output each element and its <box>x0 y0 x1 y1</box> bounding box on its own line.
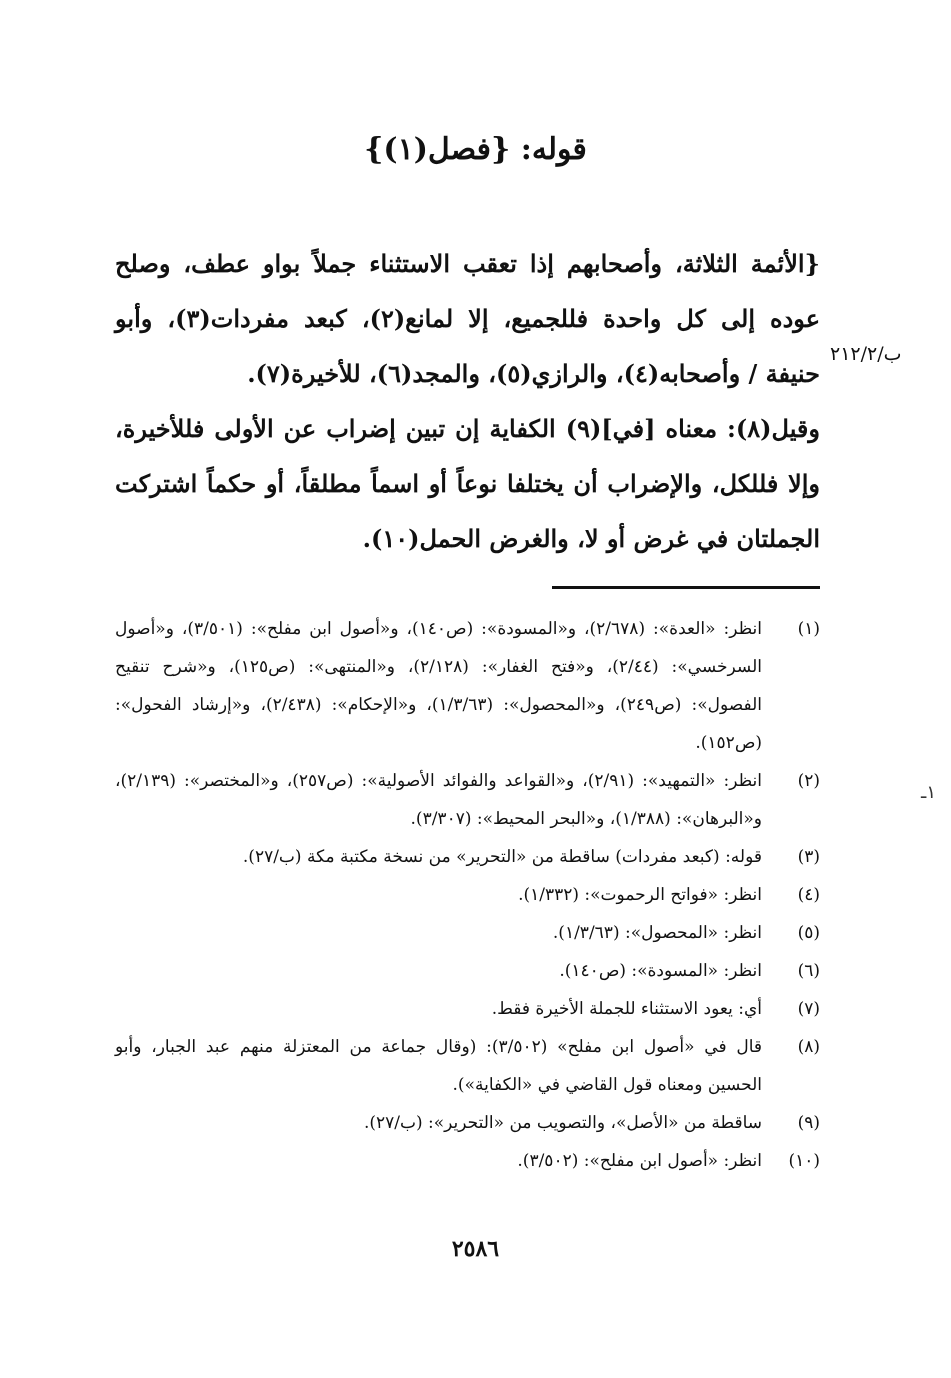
footnote-text: انظر: «المحصول»: (١/٣/٦٣). <box>552 923 762 943</box>
footnote-number: (٩) <box>797 1113 820 1133</box>
footnote <box>115 1142 820 1180</box>
footnote-number: (١٠) <box>788 1151 820 1171</box>
paragraph-1: {الأئمة الثلاثة، وأصحابهم إذا تعقب الاستثناء جملاً بواو عطف، وصلح عوده إلى كل واحدة فللجميع، إلا لمانع(٢)، كبعد مفردات(٣)، وأبو حنيفة / وأصحابه(٤)، والرازي(٥)، والمجد(٦)، للأخيرة(٧). <box>115 249 821 388</box>
footnote-text: قال في «أصول ابن مفلح» (٣/٥٠٢): (وقال جماعة من المعتزلة منهم عبد الجبار، وأبو الحسين ومعناه قول القاضي في «الكفاية»). <box>115 1037 762 1095</box>
footnote-text: انظر: «أصول ابن مفلح»: (٣/٥٠٢). <box>517 1151 762 1171</box>
footnote-number: (١) <box>797 619 820 639</box>
footnote-number: (٤) <box>797 885 820 905</box>
footnote <box>115 838 820 876</box>
footnote-number: (٥) <box>797 923 820 943</box>
footnote <box>115 610 820 762</box>
main-text <box>115 236 820 566</box>
footnote-text: قوله: (كبعد مفردات) ساقطة من «التحرير» من نسخة مكتبة مكة (ب/٢٧). <box>242 847 762 867</box>
footnote-number: (٨) <box>797 1037 820 1057</box>
footnote-text: انظر: «التمهيد»: (٢/٩١)، و«القواعد والفوائد الأصولية»: (ص٢٥٧)، و«المختصر»: (٢/١٣٩)، و«البرهان»: (١/٣٨٨)، و«البحر المحيط»: (٣/٣٠٧). <box>115 771 762 829</box>
footnote-text: انظر: «فواتح الرحموت»: (١/٣٣٢). <box>518 885 762 905</box>
section-title: قوله: {فصل(١)} <box>364 132 587 167</box>
footnote-text: انظر: «العدة»: (٢/٦٧٨)، و«المسودة»: (ص١٤٠)، و«أصول ابن مفلح»: (٣/٥٠١)، و«أصول السرخسي»: (٢/٤٤)، و«فتح الغفار»: (٢/١٢٨)، و«المنتهى»: (ص١٢٥)، و«شرح تنقيح الفصول»: (ص٢٤٩)، و«المحصول»: (١/٣/٦٣)، و«الإحكام»: (٢/٤٣٨)، و«إرشاد الفحول»: (ص١٥٢). <box>115 619 762 753</box>
footnote-text: ساقطة من «الأصل»، والتصويب من «التحرير»: (ب/٢٧). <box>363 1113 762 1133</box>
footnote-number: (٦) <box>797 961 820 981</box>
footnote <box>115 1028 820 1104</box>
footnotes <box>115 610 820 1180</box>
footnote <box>115 1104 820 1142</box>
footnote-number: (٧) <box>797 999 820 1019</box>
footnote <box>115 952 820 990</box>
paragraph-2: وقيل(٨): معناه [في](٩) الكفاية إن تبين إضراب عن الأولى فللأخيرة، وإلا فللكل، والإضراب أن يختلفا نوعاً أو اسماً مطلقاً، أو حكماً اشتركت الجملتان في غرض أو لا، والغرض الحمل(١٠). <box>115 414 820 553</box>
footnote-separator <box>552 586 820 589</box>
footnote <box>115 990 820 1028</box>
footnote-number: (٢) <box>797 771 820 791</box>
manuscript-folio-note: ب/٢١٢/٢ <box>830 343 902 365</box>
footnote-number: (٣) <box>797 847 820 867</box>
margin-mark: ١ـ <box>921 782 936 803</box>
page-number: ٢٥٨٦ <box>451 1236 500 1262</box>
footnote-text: انظر: «المسودة»: (ص١٤٠). <box>559 961 762 981</box>
footnote <box>115 876 820 914</box>
footnote-text: أي: يعود الاستثناء للجملة الأخيرة فقط. <box>491 999 762 1019</box>
footnote <box>115 914 820 952</box>
footnote <box>115 762 820 838</box>
